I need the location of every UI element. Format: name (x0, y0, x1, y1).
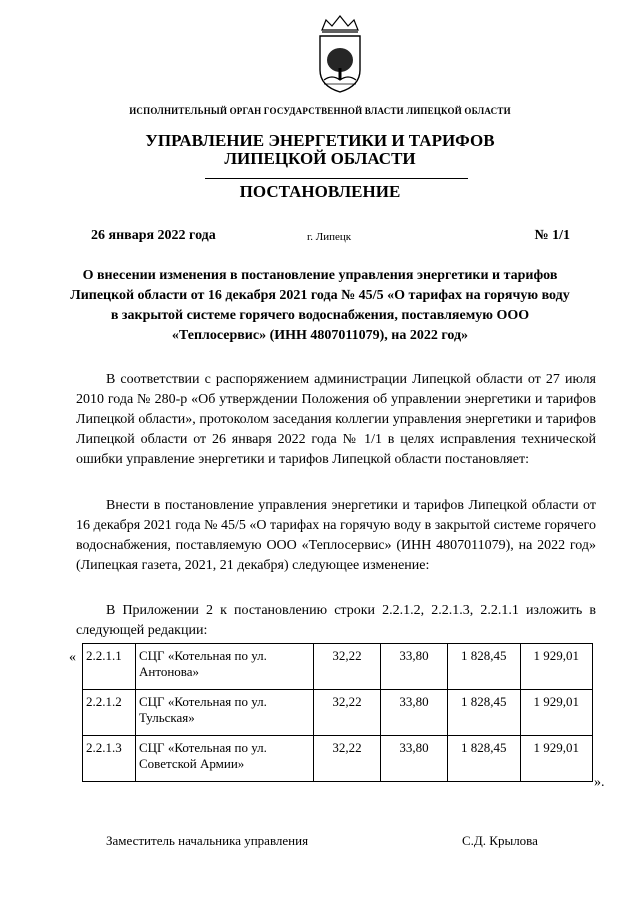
tariff-table (82, 643, 593, 782)
quote-close-mark: ». (594, 775, 605, 790)
document-title: О внесении изменения в постановление управления энергетики и тарифов Липецкой области от 16 декабря 2021 года № 45/5 «О тарифах на горячую воду в закрытой системе горячего водоснабжения, поставляемую ООО «Теплосервис» (ИНН 4807011079), на 2022 год» (70, 268, 570, 343)
coat-of-arms-icon (316, 14, 364, 94)
document-type: ПОСТАНОВЛЕНИЕ (239, 182, 401, 201)
row-name: СЦГ «Котельная по ул. Антонова» (136, 644, 314, 690)
authority-name: ИСПОЛНИТЕЛЬНЫЙ ОРГАН ГОСУДАРСТВЕННОЙ ВЛАСТИ ЛИПЕЦКОЙ ОБЛАСТИ (129, 106, 511, 116)
row-value-3: 1 828,45 (448, 644, 521, 690)
department-line-1: УПРАВЛЕНИЕ ЭНЕРГЕТИКИ И ТАРИФОВ (145, 131, 495, 150)
row-code: 2.2.1.3 (83, 736, 136, 782)
body-paragraph-3: В Приложении 2 к постановлению строки 2.2.1.2, 2.2.1.3, 2.2.1.1 изложить в следующей редакции: (76, 603, 596, 638)
body-paragraph-1: В соответствии с распоряжением администрации Липецкой области от 27 июля 2010 года № 280-р «Об утверждении Положения об управлении энергетики и тарифов Липецкой области», протоколом заседания коллегии управления энергетики и тарифов Липецкой области от 26 января 2022 года № 1/1 в целях исправления технической ошибки управление энергетики и тарифов Липецкой области постановляет: (76, 372, 596, 467)
table-row (83, 644, 593, 690)
row-value-1: 32,22 (314, 736, 381, 782)
quote-open-mark: « (69, 650, 76, 665)
table-row (83, 690, 593, 736)
row-code: 2.2.1.1 (83, 644, 136, 690)
signatory-name: С.Д. Крылова (462, 833, 538, 848)
department-name (0, 132, 640, 168)
row-value-3: 1 828,45 (448, 736, 521, 782)
row-name: СЦГ «Котельная по ул. Тульская» (136, 690, 314, 736)
document-number: № 1/1 (534, 228, 570, 243)
row-value-2: 33,80 (381, 736, 448, 782)
row-value-2: 33,80 (381, 690, 448, 736)
row-value-4: 1 929,01 (520, 736, 593, 782)
body-paragraph-2: Внести в постановление управления энергетики и тарифов Липецкой области от 16 декабря 2021 года № 45/5 «О тарифах на горячую воду в закрытой системе горячего водоснабжения, поставляемую ООО «Теплосервис» (ИНН 4807011079), на 2022 год» (Липецкая газета, 2021, 21 декабря) следующее изменение: (76, 498, 596, 573)
row-code: 2.2.1.2 (83, 690, 136, 736)
row-value-1: 32,22 (314, 644, 381, 690)
row-value-2: 33,80 (381, 644, 448, 690)
row-value-4: 1 929,01 (520, 690, 593, 736)
signatory-position: Заместитель начальника управления (106, 833, 309, 848)
document-date: 26 января 2022 года (91, 228, 216, 243)
row-value-1: 32,22 (314, 690, 381, 736)
department-line-2: ЛИПЕЦКОЙ ОБЛАСТИ (224, 149, 416, 168)
row-value-3: 1 828,45 (448, 690, 521, 736)
document-city: г. Липецк (307, 231, 352, 243)
row-value-4: 1 929,01 (520, 644, 593, 690)
table-row (83, 736, 593, 782)
row-name: СЦГ «Котельная по ул. Советской Армии» (136, 736, 314, 782)
header-divider (205, 178, 468, 179)
